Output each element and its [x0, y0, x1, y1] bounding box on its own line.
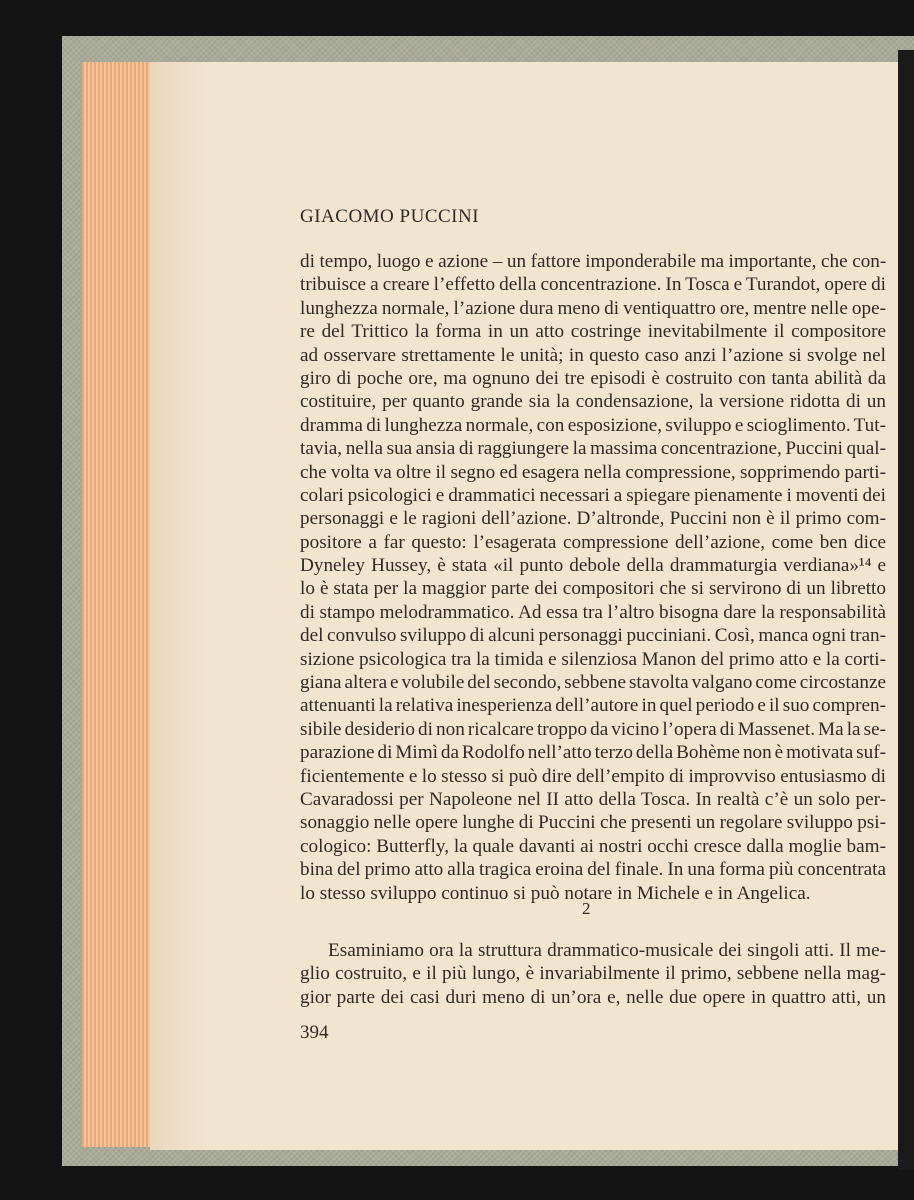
text-line: di tempo, luogo e azione – un fattore imponderabile ma importante, che con-	[300, 251, 886, 272]
text-line: sibile desiderio di non ricalcare troppo da vicino l’opera di Massenet. Ma la se-	[300, 718, 886, 740]
text-line: Cavaradossi per Napoleone nel II atto della Tosca. In realtà c’è un solo per-	[300, 788, 886, 810]
running-head: GIACOMO PUCCINI	[300, 206, 480, 227]
page-number: 394	[300, 1022, 329, 1043]
text-line: re del Trittico la forma in un atto costringe inevitabilmente il compositore	[300, 321, 886, 343]
text-line: Dyneley Hussey, è stata «il punto debole della drammaturgia verdiana»¹⁴ e	[300, 555, 886, 577]
text-line: cologico: Butterfly, la quale davanti ai nostri occhi cresce dalla moglie bam-	[300, 835, 886, 857]
text-line: di stampo melodrammatico. Ad essa tra l’altro bisogna dare la responsabilità	[300, 601, 886, 623]
text-line: attenuanti la relativa inesperienza dell’autore in quel periodo e il suo compren-	[300, 695, 886, 717]
text-line: ficientemente e lo stesso si può dire dell’empito di improvviso entusiasmo di	[300, 765, 886, 787]
text-line: Esaminiamo ora la struttura drammatico-musicale dei singoli atti. Il me-	[328, 940, 886, 961]
text-line: che volta va oltre il segno ed esagera nella compressione, sopprimendo parti-	[300, 461, 886, 483]
text-line: sizione psicologica tra la timida e silenziosa Manon del primo atto e la corti-	[300, 648, 886, 670]
text-line: giro di poche ore, ma ognuno dei tre episodi è costruito con tanta abilità da	[300, 367, 886, 389]
page-edges	[82, 62, 154, 1147]
text-line: positore a far questo: l’esagerata compressione dell’azione, come ben dice	[300, 531, 886, 553]
text-line: personaggi e le ragioni dell’azione. D’altronde, Puccini non è il primo com-	[300, 508, 886, 530]
text-line: ad osservare strettamente le unità; in questo caso anzi l’azione si svolge nel	[300, 344, 886, 366]
text-line: lunghezza normale, l’azione dura meno di ventiquattro ore, mentre nelle ope-	[300, 297, 886, 319]
section-number: 2	[582, 899, 591, 918]
text-line: glio costruito, e il più lungo, è invariabilmente il primo, sebbene nella mag-	[300, 963, 886, 985]
text-line: colari psicologici e drammatici necessari a spiegare pienamente i moventi dei	[300, 484, 886, 506]
text-line: giana altera e volubile del secondo, sebbene stavolta valgano come circostanze	[300, 672, 886, 694]
text-line: gior parte dei casi duri meno di un’ora e, nelle due opere in quattro atti, un	[300, 986, 886, 1008]
text-line: bina del primo atto alla tragica eroina del finale. In una forma più concentrata	[300, 859, 886, 881]
text-line: costituire, per quanto grande sia la condensazione, la versione ridotta di un	[300, 391, 886, 413]
text-line: tribuisce a creare l’effetto della concentrazione. In Tosca e Turandot, opere di	[300, 274, 886, 296]
paragraph-2	[300, 939, 886, 1009]
text-line: tavia, nella sua ansia di raggiungere la massima concentrazione, Puccini qual-	[300, 438, 886, 460]
paragraph-1	[300, 250, 886, 905]
text-line: sonaggio nelle opere lunghe di Puccini che presenti un regolare sviluppo psi-	[300, 812, 886, 834]
text-line: dramma di lunghezza normale, con esposizione, sviluppo e scioglimento. Tut-	[300, 414, 886, 436]
text-line: lo è stata per la maggior parte dei compositori che si servirono di un libretto	[300, 578, 886, 600]
text-line: del convulso sviluppo di alcuni personaggi pucciniani. Così, manca ogni tran-	[300, 625, 886, 647]
gutter-shadow	[898, 50, 914, 1170]
text-line: parazione di Mimì da Rodolfo nell’atto terzo della Bohème non è motivata suf-	[300, 742, 886, 764]
text-line: lo stesso sviluppo continuo si può notare in Michele e in Angelica.	[300, 882, 811, 904]
